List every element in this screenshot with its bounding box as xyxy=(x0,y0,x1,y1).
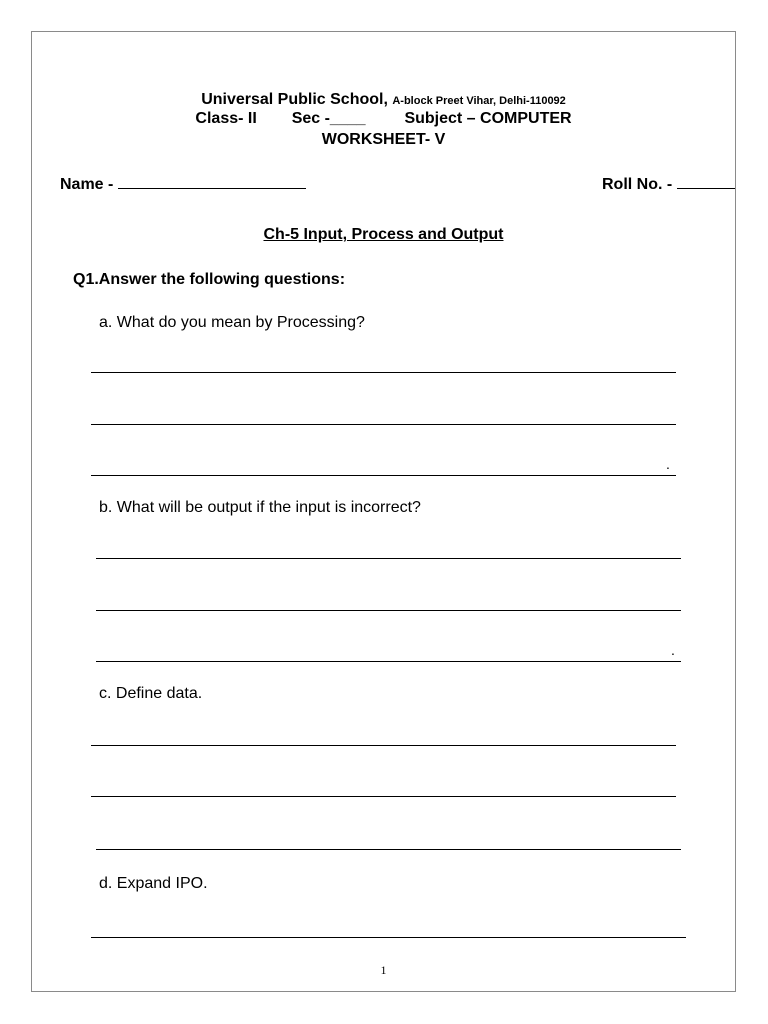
chapter-title: Ch-5 Input, Process and Output xyxy=(263,226,504,243)
answer-end-mark: . xyxy=(671,642,675,658)
answer-line[interactable] xyxy=(91,937,686,938)
answer-end-mark: . xyxy=(666,456,670,472)
question-d xyxy=(99,875,208,893)
question-text: Expand IPO. xyxy=(116,875,208,892)
question-c xyxy=(99,685,202,703)
answer-line[interactable] xyxy=(91,745,676,746)
answer-line[interactable] xyxy=(91,372,676,373)
question-label: c. xyxy=(99,685,112,702)
question-label: d. xyxy=(99,875,113,892)
school-name: Universal Public School, xyxy=(201,91,388,108)
worksheet-title: WORKSHEET- V xyxy=(321,131,446,148)
question-b xyxy=(99,499,421,517)
question-label: a. xyxy=(99,314,113,331)
roll-field xyxy=(602,174,736,194)
question-a xyxy=(99,314,365,332)
class-line xyxy=(32,110,735,128)
roll-label: Roll No. - xyxy=(602,176,673,193)
answer-line[interactable] xyxy=(96,610,681,611)
name-label: Name - xyxy=(60,176,114,193)
answer-line[interactable] xyxy=(91,475,676,476)
answer-line[interactable] xyxy=(91,424,676,425)
question-text: Define data. xyxy=(115,685,203,702)
subject-label: Subject – COMPUTER xyxy=(404,110,572,127)
section-heading: Q1.Answer the following questions: xyxy=(73,271,346,288)
page-number: 1 xyxy=(380,963,387,977)
section-label: Sec -____ xyxy=(291,110,366,127)
name-field xyxy=(60,174,306,194)
class-label: Class- II xyxy=(195,110,257,127)
answer-line[interactable] xyxy=(96,558,681,559)
question-text: What do you mean by Processing? xyxy=(116,314,365,331)
school-address: A-block Preet Vihar, Delhi-110092 xyxy=(392,95,566,107)
answer-line[interactable] xyxy=(96,849,681,850)
worksheet-page xyxy=(31,31,736,992)
school-header xyxy=(32,91,735,109)
name-blank[interactable] xyxy=(118,174,306,189)
question-text: What will be output if the input is incorrect? xyxy=(116,499,421,516)
question-label: b. xyxy=(99,499,113,516)
answer-line[interactable] xyxy=(91,796,676,797)
roll-blank[interactable] xyxy=(677,174,736,189)
answer-line[interactable] xyxy=(96,661,681,662)
